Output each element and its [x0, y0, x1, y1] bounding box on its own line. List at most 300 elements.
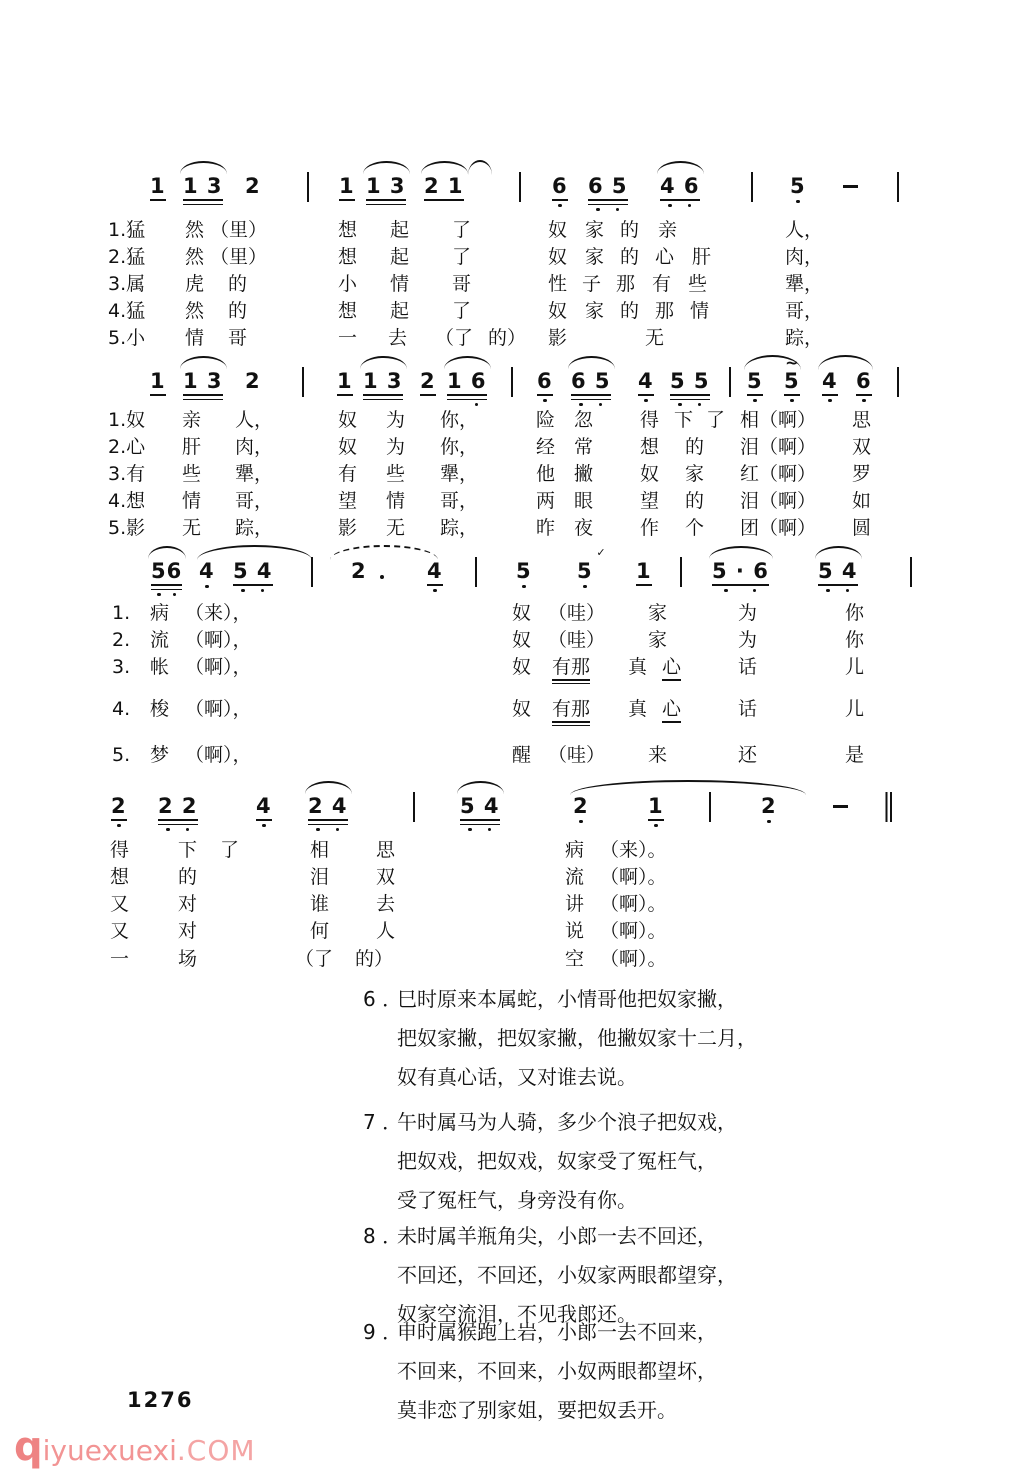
note-digits: 6: [552, 174, 568, 198]
lyric-syllable: [338, 491, 357, 512]
lyric-syllable: [182, 518, 201, 539]
octave-dots: [761, 820, 777, 824]
note-token: [552, 176, 568, 207]
lyric-text: 亲: [658, 219, 678, 241]
lyric-text: 你: [845, 629, 865, 651]
beam-underline: [537, 394, 553, 396]
lyric-text: 昨: [536, 517, 556, 539]
lyric-text: 家: [648, 602, 668, 624]
lyric-syllable: [390, 274, 409, 295]
lyric-syllable: [108, 301, 145, 322]
lyric-text: 又: [110, 920, 130, 942]
lyric-syllable: [440, 518, 478, 539]
beam-underline: [308, 819, 348, 821]
lyric-syllable: [310, 921, 329, 942]
lyric-syllable: [628, 657, 647, 678]
beam-underline: [183, 399, 223, 401]
note-token: [158, 796, 198, 831]
slur-arc: [180, 161, 227, 174]
beam-underline: [366, 204, 406, 206]
lyric-text: （哇）: [548, 629, 606, 651]
lyric-text: （啊），: [185, 629, 252, 651]
octave-dots: [856, 399, 872, 403]
lyric-text: 话: [738, 698, 758, 720]
lyric-syllable: [452, 247, 471, 268]
barline: [307, 172, 309, 202]
lyric-text: 想: [338, 300, 358, 322]
lyric-syllable: [645, 328, 664, 349]
low-octave-dot: [596, 208, 600, 212]
lyric-syllable: [228, 328, 247, 349]
lyric-syllable: [310, 840, 329, 861]
lyric-syllable: [185, 247, 204, 268]
lyric-text: 3.有: [108, 463, 146, 485]
lyric-syllable: [220, 840, 239, 861]
lyric-text: 3.: [112, 656, 131, 678]
beam-underline: [822, 394, 838, 396]
note-token: [245, 371, 261, 392]
lyric-syllable: [310, 867, 329, 888]
lyric-syllable: [688, 274, 707, 295]
lyric-text: 家: [648, 629, 668, 651]
lyric-text: （哇）: [548, 744, 606, 766]
lyric-text: 红（啊）: [740, 463, 817, 485]
lyric-text: 了: [452, 246, 472, 268]
lyric-text: 如: [852, 490, 872, 512]
octave-dot-cell: [838, 589, 858, 593]
lyric-syllable: [338, 274, 357, 295]
octave-dot-cell: [427, 589, 443, 593]
octave-dot-cell: [480, 828, 500, 832]
lyric-syllable: [565, 949, 584, 970]
lyric-syllable: [185, 630, 252, 651]
low-octave-dot: [316, 828, 320, 832]
phrase-arc: [818, 355, 873, 370]
lyric-text: 踪，: [235, 517, 274, 539]
beam-underline: [427, 584, 443, 586]
beam-underline: [308, 824, 348, 826]
barline: [897, 172, 899, 202]
note-digits: 5 4: [460, 794, 500, 818]
lyric-syllable: [376, 894, 395, 915]
slur-arc: [709, 546, 773, 559]
lyric-syllable: [548, 247, 567, 268]
beam-underline: [183, 204, 223, 206]
lyric-text: 望: [338, 490, 358, 512]
low-octave-dot: [753, 399, 757, 403]
lyric-text: 相（啊）: [740, 409, 817, 431]
lyric-syllable: [390, 247, 409, 268]
lyric-syllable: [785, 247, 823, 268]
lyric-syllable: [512, 745, 531, 766]
low-octave-dot: [724, 589, 728, 593]
beam-underline: [571, 399, 611, 401]
note-token: [363, 371, 403, 400]
lyric-text: 空: [565, 948, 585, 970]
octave-dot-cell: [199, 585, 215, 589]
lyric-underline: [662, 721, 681, 723]
low-octave-dot: [117, 824, 121, 828]
beam-underline: [150, 199, 166, 201]
octave-dots: [577, 585, 593, 589]
lyric-text: 人，: [235, 409, 274, 431]
lyric-text: 那: [616, 273, 636, 295]
octave-dots: [573, 820, 589, 824]
octave-dots: [308, 828, 348, 832]
lyric-underline: [552, 721, 590, 723]
lyric-text: 真: [628, 698, 648, 720]
verse-line: 申时属猴跑上岩，小郎一去不回来，: [397, 1320, 717, 1344]
note-digits: 2: [573, 794, 589, 818]
note-token: [337, 371, 353, 396]
low-octave-dot: [205, 585, 209, 589]
lyric-text: （里）: [210, 219, 268, 241]
note-token: [761, 796, 777, 823]
lyric-syllable: [574, 491, 593, 512]
lyric-syllable: [685, 491, 704, 512]
octave-dot-cell: [660, 204, 680, 208]
note-token: [420, 371, 436, 396]
lyric-text: 亲: [182, 409, 202, 431]
note-token: [856, 371, 872, 402]
lyric-text: 4.猛: [108, 300, 146, 322]
lyric-syllable: [785, 301, 823, 322]
barline: [709, 792, 711, 822]
lyric-syllable: [512, 657, 531, 678]
lyric-syllable: [108, 328, 145, 349]
slur-arc: [421, 161, 468, 174]
lyric-syllable: [210, 220, 267, 241]
lyric-syllable: [338, 437, 357, 458]
lyric-text: 3.属: [108, 273, 146, 295]
lyric-text: 奴: [548, 219, 568, 241]
lyric-syllable: [845, 745, 864, 766]
lyric-text: （啊），: [185, 698, 252, 720]
slur-arc: [305, 781, 352, 794]
lyric-text: 犟，: [440, 463, 479, 485]
lyric-text: 5.: [112, 744, 131, 766]
watermark-domain-suffix: .COM: [176, 1434, 256, 1467]
lyric-text: 肝: [182, 436, 202, 458]
lyric-underline: [552, 725, 590, 727]
lyric-text: 踪，: [785, 327, 824, 349]
beam-underline: [151, 589, 182, 591]
verse-line: 莫非恋了别家姐，要把奴丢开。: [397, 1398, 677, 1422]
lyric-syllable: [552, 699, 590, 726]
lyric-syllable: [852, 410, 871, 431]
octave-dot-cell: [856, 399, 872, 403]
note-digits: 2: [761, 794, 777, 818]
lyric-text: 了: [706, 409, 726, 431]
octave-dots: [571, 403, 611, 407]
lyric-text: 的: [228, 273, 248, 295]
lyric-syllable: [574, 464, 593, 485]
note-token: [588, 176, 628, 211]
octave-dot-cell: [328, 828, 348, 832]
octave-dot-cell: [712, 589, 740, 593]
beam-underline: [363, 394, 403, 396]
note-token: [573, 796, 589, 823]
final-barline: [890, 792, 892, 822]
lyric-text: 影: [338, 517, 358, 539]
lyric-text: 的: [620, 300, 640, 322]
lyric-syllable: [852, 464, 871, 485]
beam-underline: [339, 199, 355, 201]
lyric-text: 又: [110, 893, 130, 915]
lyric-syllable: [585, 220, 604, 241]
low-octave-dot: [583, 585, 587, 589]
verse-line: 把奴戏，把奴戏，奴家受了冤枉气，: [397, 1149, 717, 1173]
lyric-text: 的: [228, 300, 248, 322]
lyric-text: 经: [536, 436, 556, 458]
note-token: [150, 176, 166, 201]
lyric-syllable: [150, 699, 169, 720]
lyric-syllable: [740, 410, 816, 431]
lyric-syllable: [488, 328, 526, 349]
note-token: [427, 561, 443, 592]
lyric-text: 虎: [185, 273, 205, 295]
lyric-text: 5.影: [108, 517, 146, 539]
lyric-syllable: [785, 328, 823, 349]
verse-line: 不回还，不回还，小奴家两眼都望穿，: [397, 1263, 737, 1287]
lyric-syllable: [552, 657, 590, 684]
barline: [511, 367, 513, 397]
lyric-syllable: [740, 464, 816, 485]
note-digits: 1: [150, 369, 166, 393]
note-token: [150, 371, 166, 396]
beam-underline: [818, 584, 858, 586]
note-digits: 2 1: [424, 174, 464, 198]
lyric-text: （了: [295, 948, 334, 970]
note-digits: 1 3: [183, 369, 223, 393]
lyric-syllable: [512, 699, 531, 720]
breath-mark: ✓: [596, 546, 606, 559]
lyric-syllable: [440, 491, 478, 512]
note-digits: 1: [636, 559, 652, 583]
lyric-syllable: [338, 328, 357, 349]
lyric-syllable: [585, 301, 604, 322]
verse-line: 奴有真心话，又对谁去说。: [397, 1065, 637, 1089]
octave-dot-cell: [516, 585, 532, 589]
lyric-text: 泪: [310, 866, 330, 888]
lyric-syllable: [648, 603, 667, 624]
low-octave-dot: [688, 204, 692, 208]
lyric-text: 1.: [112, 602, 131, 624]
lyric-syllable: [185, 274, 204, 295]
low-octave-dot: [654, 824, 658, 828]
verse-line: 未时属羊瓶角尖，小郎一去不回还，: [397, 1224, 717, 1248]
beam-underline: [337, 394, 353, 396]
lyric-syllable: [386, 410, 405, 431]
lyric-text: 为: [386, 409, 406, 431]
lyric-syllable: [108, 491, 145, 512]
lyric-syllable: [235, 491, 273, 512]
lyric-syllable: [386, 437, 405, 458]
lyric-syllable: [640, 410, 659, 431]
lyric-syllable: [620, 247, 639, 268]
note-token: [111, 796, 127, 827]
lyric-text: 泪（啊）: [740, 490, 817, 512]
lyric-text: 常: [574, 436, 594, 458]
lyric-text: 下: [674, 409, 694, 431]
lyric-text: （啊）。: [600, 920, 667, 942]
note-token: [660, 176, 700, 207]
note-digits: 2: [245, 369, 261, 393]
lyric-text: 说: [565, 920, 585, 942]
note-token: [577, 546, 606, 588]
low-octave-dot: [261, 589, 265, 593]
lyric-text: 想: [640, 436, 660, 458]
note-digits: 1 3: [363, 369, 403, 393]
octave-dot-cell: [761, 820, 777, 824]
note-token: [460, 796, 500, 831]
octave-dots: [256, 824, 272, 828]
lyric-syllable: [150, 657, 169, 678]
beam-underline: [151, 584, 182, 586]
lyric-text: 哥: [452, 273, 472, 295]
lyric-syllable: [655, 301, 674, 322]
lyric-text: 影: [548, 327, 568, 349]
octave-dots: [638, 399, 654, 403]
beam-underline: [670, 394, 710, 396]
watermark-logo-q: q: [14, 1424, 43, 1470]
low-octave-dot: [753, 589, 757, 593]
low-octave-dot: [543, 399, 547, 403]
lyric-syllable: [295, 949, 333, 970]
lyric-text: 奴: [548, 300, 568, 322]
lyric-syllable: [600, 840, 667, 861]
lyric-text: 无: [386, 517, 406, 539]
low-octave-dot: [826, 589, 830, 593]
lyric-syllable: [640, 437, 659, 458]
lyric-syllable: [112, 603, 130, 624]
octave-dots: [460, 828, 500, 832]
low-octave-dot: [579, 820, 583, 824]
lyric-syllable: [376, 840, 395, 861]
octave-dot-cell: [588, 208, 608, 212]
verse-number: 7 ．: [363, 1110, 403, 1134]
lyric-text: 作: [640, 517, 660, 539]
phrase-arc: [468, 160, 492, 175]
lyric-text: 人: [376, 920, 396, 942]
lyric-text: 然: [185, 219, 205, 241]
lyric-text: 些: [386, 463, 406, 485]
low-octave-dot: [186, 828, 190, 832]
lyric-text: 5.小: [108, 327, 146, 349]
lyric-text: 奴: [548, 246, 568, 268]
lyric-syllable: [852, 518, 871, 539]
lyric-syllable: [108, 437, 145, 458]
lyric-syllable: [574, 410, 593, 431]
low-octave-dot: [488, 828, 492, 832]
barline: [519, 172, 521, 202]
octave-dots: [747, 399, 763, 403]
octave-dots: [660, 204, 700, 208]
verse-line: 受了冤枉气，身旁没有你。: [397, 1188, 637, 1212]
note-digits: 4: [638, 369, 654, 393]
lyric-text: 犟，: [785, 273, 824, 295]
lyric-text: 心: [662, 698, 682, 720]
beam-underline: [784, 394, 800, 396]
note-token: [366, 176, 406, 205]
low-octave-dot: [862, 399, 866, 403]
lyric-text: 儿: [845, 656, 865, 678]
low-octave-dot: [828, 399, 832, 403]
beam-underline: [588, 204, 628, 206]
lyric-syllable: [390, 301, 409, 322]
lyric-text: 然: [185, 300, 205, 322]
lyric-syllable: [740, 437, 816, 458]
slur-arc: [148, 546, 186, 559]
lyric-text: 为: [386, 436, 406, 458]
beam-underline: [636, 584, 652, 586]
beam-underline: [256, 819, 272, 821]
lyric-text: 对: [178, 920, 198, 942]
lyric-syllable: [845, 630, 864, 651]
lyric-text: 一: [338, 327, 358, 349]
lyric-text: 讲: [565, 893, 585, 915]
lyric-text: 还: [738, 744, 758, 766]
barline: [897, 367, 899, 397]
lyric-text: 流: [565, 866, 585, 888]
low-octave-dot: [262, 824, 266, 828]
barline: [910, 557, 912, 587]
lyric-syllable: [228, 301, 247, 322]
lyric-text: （啊）。: [600, 893, 667, 915]
lyric-syllable: [108, 518, 145, 539]
octave-dots: [537, 399, 553, 403]
lyric-syllable: [355, 949, 393, 970]
lyric-syllable: [674, 410, 693, 431]
low-octave-dot: [846, 589, 850, 593]
note-digits: 5 4: [818, 559, 858, 583]
lyric-syllable: [685, 518, 704, 539]
lyric-text: 团（啊）: [740, 517, 817, 539]
note-digits: 5: [516, 559, 532, 583]
lyric-text: 双: [376, 866, 396, 888]
lyric-syllable: [585, 247, 604, 268]
note-token: [670, 371, 710, 406]
lyric-text: 去: [376, 893, 396, 915]
lyric-text: 相: [310, 839, 330, 861]
lyric-syllable: [740, 491, 816, 512]
lyric-syllable: [452, 274, 471, 295]
low-octave-dot: [166, 828, 170, 832]
lyric-text: 何: [310, 920, 330, 942]
lyric-syllable: [536, 518, 555, 539]
rest-dash: [843, 185, 858, 188]
note-digits: 1 6: [447, 369, 487, 393]
lyric-text: （啊）。: [600, 866, 667, 888]
lyric-text: 个: [685, 517, 705, 539]
lyric-syllable: [640, 491, 659, 512]
lyric-text: 子: [582, 273, 602, 295]
lyric-text: 病: [150, 602, 170, 624]
lyric-syllable: [178, 867, 197, 888]
lyric-syllable: [435, 328, 473, 349]
beam-underline: [183, 394, 223, 396]
lyric-text: 望: [640, 490, 660, 512]
low-octave-dot: [157, 593, 161, 597]
lyric-syllable: [600, 949, 667, 970]
lyric-text: 些: [182, 463, 202, 485]
lyric-text: 泪（啊）: [740, 436, 817, 458]
note-digits: 5: [747, 369, 763, 393]
lyric-syllable: [648, 745, 667, 766]
lyric-underline: [662, 679, 681, 681]
note-digits: 4 6: [660, 174, 700, 198]
lyric-syllable: [452, 220, 471, 241]
